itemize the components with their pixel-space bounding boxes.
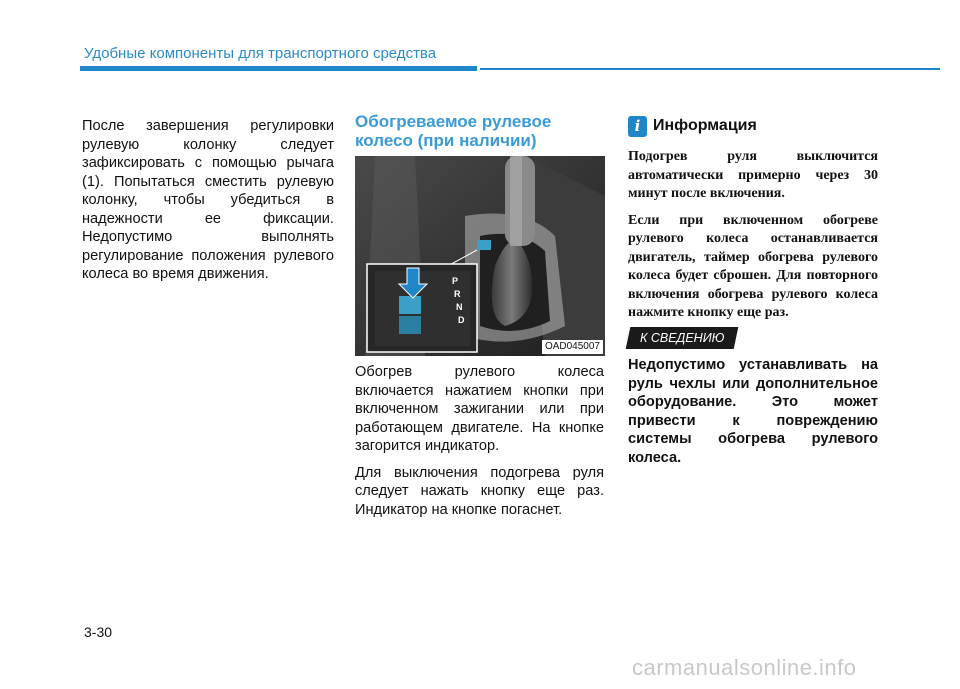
console-illustration — [355, 156, 605, 356]
header-rule-thin — [480, 68, 940, 70]
gear-letter-d: D — [458, 315, 465, 325]
info-icon: i — [628, 116, 647, 137]
section-header-title: Удобные компоненты для транспортного средства — [84, 45, 437, 62]
info-paragraph-reset: Если при включенном обогреве рулевого колеса останавливается двигатель, таймер обогрева рулевого колеса будет сброшен. Для повторного включения обогрева рулевого колеса нажмите кнопку еще раз. — [628, 212, 878, 320]
gear-letter-p: P — [452, 276, 459, 286]
info-title: Информация — [653, 117, 757, 134]
info-paragraph-timer: Подогрев руля выключится автоматически примерно через 30 минут после включения. — [628, 149, 878, 201]
heated-wheel-body — [355, 363, 604, 527]
heated-wheel-paragraph-on: Обогрев рулевого колеса включается нажатием кнопки при включенном зажигании или при работающем двигателе. На кнопке загорится индикатор. — [355, 364, 604, 454]
caution-text: Недопустимо устанавливать на руль чехлы или дополнительное оборудование. Это может привести к повреждению системы обогрева рулевого колеса. — [628, 357, 878, 466]
heated-wheel-paragraph-off: Для выключения подогрева руля следует нажать кнопку еще раз. Индикатор на кнопке погаснет. — [355, 464, 604, 518]
caution-badge-label: К СВЕДЕНИЮ — [639, 331, 725, 345]
heated-wheel-heading: Обогреваемое рулевое колесо (при наличии) — [355, 112, 552, 150]
steering-adjust-text: После завершения регулировки рулевую колонку следует зафиксировать с помощью рычага (1). Попытаться сместить рулевую колонку, чтобы убедиться в надежности ее фиксации. Недопустимо выполнять регулирование положения рулевого колеса во время движения. — [82, 118, 334, 282]
heated-wheel-button-small — [477, 240, 491, 250]
info-body — [628, 148, 878, 331]
gear-letter-n: N — [456, 302, 463, 312]
figure-code: OAD045007 — [542, 340, 603, 354]
gear-letter-r: R — [454, 289, 461, 299]
caution-badge — [626, 327, 739, 349]
heated-wheel-figure — [355, 156, 605, 356]
watermark: carmanualsonline.info — [632, 655, 857, 680]
page-number: 3-30 — [84, 624, 113, 640]
header-rule-thick — [80, 66, 477, 71]
heated-wheel-button-zoom — [399, 296, 421, 314]
